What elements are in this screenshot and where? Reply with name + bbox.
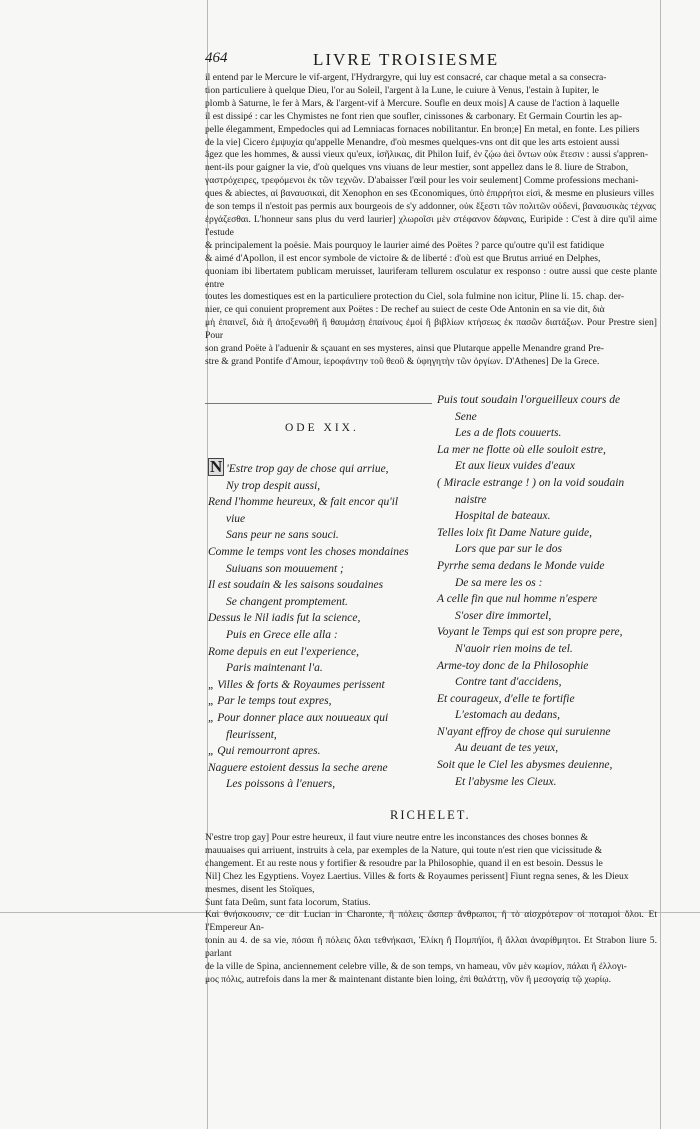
commentary-line: μὴ ἐπαινεῖ, διὰ ἢ ἀποξενωθῆ ἢ θαυμάσῃ ἐπαίνους ἐμοί ἢ βιβλίων κτήσεως ἐκ πασῶν διατάξων. Pour Prestre sien] Pour <box>205 317 657 342</box>
verse-text: Sene <box>455 410 477 423</box>
commentary-line: nier, ce qui conuient proprement aux Poëtes : De rechef au suiect de ceste Ode Antonin en sa vie dit, διὰ <box>205 304 605 316</box>
commentary-line: N'estre trop gay] Pour estre heureux, il faut viure neutre entre les inconstances des choses bonnes & <box>205 832 588 843</box>
commentary-line: & principalement la poësie. Mais pourquoy le laurier aimé des Poëtes ? parce qu'outre qu'il est fatidique <box>205 239 605 251</box>
commentary-line: âgez que les hommes, & aussi vieux qu'eux, ἰσῆλικας, dit Philon Iuif, ἐν ζῴω ἀεὶ ὄντων οὐκ ἔτεσιν : aussi s'appren- <box>205 149 649 161</box>
commentary-line: γαστρόχειρες, τρεφόμενοι ἐκ τῶν τεχνῶν. D'abaisser l'œil pour les voir seulement] Comme professions mechani- <box>205 175 639 187</box>
verse-text: Arme-toy donc de la Philosophie <box>437 659 589 672</box>
verse-text: Il est soudain & les saisons soudaines <box>208 579 384 592</box>
verse-line <box>437 740 662 757</box>
verse-line <box>437 475 662 492</box>
verse-text: Au deuant de tes yeux, <box>455 742 559 755</box>
commentary-line: de son temps il n'estoit pas permis aux bourgeois de s'y addonner, οὐκ ἔξεστι τῶν πολιτῶν οὐδενὶ, βαναυσικὰς τέχνας <box>205 201 656 213</box>
commentary-line: & aimé d'Apollon, il est encor symbole de victoire & de liberté : d'où est que Brutus arriué en Delphes, <box>205 252 601 264</box>
verse-text: Et l'abysme les Cieux. <box>455 775 557 788</box>
verse-text: „ Villes & forts & Royaumes perissent <box>208 678 385 691</box>
verse-line <box>208 743 433 760</box>
verse-text: Paris maintenant l'a. <box>226 662 323 675</box>
richelet-heading: RICHELET. <box>390 808 471 822</box>
verse-text: Dessus le Nil iadis fut la science, <box>208 612 361 625</box>
verse-text: Suiuans son mouuement ; <box>226 562 344 575</box>
verse-line <box>208 561 433 578</box>
verse-text: Telles loix fit Dame Nature guide, <box>437 526 593 539</box>
verse-line <box>437 641 662 658</box>
verse-text: ( Miracle estrange ! ) on la void soudain <box>437 476 625 489</box>
verse-text: N'ayant effroy de chose qui suruienne <box>437 725 611 738</box>
commentary-line: Καὶ θνήσκουσιν, ce dit Lucian in Charonte, ἢ πόλεις ὥσπερ ἄνθρωποι, ἢ τὸ αἰσχρότερον οἱ ποταμοὶ ὅλοι. Et l'Empereur An- <box>205 909 657 934</box>
commentary-line: nent-ils pour gaigner la vie, d'où quelques vns viuans de leur mestier, sont appellez dans le 8. liure de Strabon, <box>205 162 629 174</box>
verse-line <box>208 627 433 644</box>
commentary-line: tonin au 4. de sa vie, πόσαι ἢ πόλεις ὅλαι τεθνήκασι, Ἑλίκη ἢ Πομπήϊοι, ἢ ἄλλαι ἀναρίθμητοι. Et Strabon liure 5. parlant <box>205 935 657 960</box>
commentary-line: pelle élegamment, Empedocles qui ad Lemniacas fornaces nobilitantur. En bron;e] En metal, en fonte. Les piliers <box>205 123 640 135</box>
commentary-line: il entend par le Mercure le vif-argent, l'Hydrargyre, qui luy est consacré, car chaque metal a sa consecra- <box>205 72 607 83</box>
verse-text: N'auoir rien moins de tel. <box>455 642 573 655</box>
verse-line <box>208 478 433 495</box>
verse-line <box>437 442 662 459</box>
commentary-line: il est dissipé : car les Chymistes ne font rien que soufler, cinissones & carbonary. Et Germain Courtin les ap- <box>205 110 623 122</box>
verse-line <box>437 774 662 791</box>
verse-line <box>437 425 662 442</box>
verse-text: S'oser dire immortel, <box>455 609 552 622</box>
commentary-line: Sunt fata Deûm, sunt fata locorum, Statius. <box>205 896 371 908</box>
verse-line <box>437 525 662 542</box>
commentary-line: mauuaises qui arriuent, instruits à cela, par exemples de la Nature, qui toute n'est rien que vicissitude & <box>205 844 603 856</box>
verse-line <box>208 544 433 561</box>
verse-text: L'estomach au dedans, <box>455 709 560 722</box>
verse-line <box>437 674 662 691</box>
ode-right-column <box>437 392 662 790</box>
book-page <box>205 50 660 985</box>
commentary-bottom <box>205 832 657 987</box>
verse-line <box>208 693 433 710</box>
commentary-line: tion particuliere à quelque Dieu, l'or au Soleil, l'argent à la Lune, le cuiure à Venus, l'estain à Iupiter, le <box>205 84 599 96</box>
verse-line <box>437 392 662 409</box>
page-number: 464 <box>205 50 228 66</box>
verse-text: Rome depuis en eut l'experience, <box>208 645 359 658</box>
verse-text: naistre <box>455 493 487 506</box>
commentary-line: ἐργάζεσθαι. L'honneur sans plus du verd laurier] χλωροῖσι μὲν στέφανον δάφναις, Euripide : C'est à dire qu'il aime l'estude <box>205 213 657 238</box>
verse-line <box>208 594 433 611</box>
verse-text: Les poissons à l'enuers, <box>226 778 336 791</box>
commentary-line: Nil] Chez les Egyptiens. Voyez Laertius. Villes & forts & Royaumes perissent] Fiunt regna senes, & les Dieux <box>205 870 629 882</box>
verse-line <box>208 776 433 793</box>
verse-text: Puis tout soudain l'orgueilleux cours de <box>437 394 621 406</box>
verse-line <box>208 710 433 727</box>
verse-line <box>208 610 433 627</box>
verse-line <box>208 644 433 661</box>
verse-text: „ Pour donner place aux nouueaux qui <box>208 711 389 724</box>
verse-text: Puis en Grece elle alla : <box>226 628 338 641</box>
verse-text: Et courageux, d'elle te fortifie <box>437 692 575 705</box>
verse-line <box>437 558 662 575</box>
verse-line <box>437 757 662 774</box>
verse-line <box>437 707 662 724</box>
commentary-line: son grand Poëte à l'aduenir & sçauant en ses mysteres, ainsi que Plutarque appelle Menandre grand Pre- <box>205 343 604 355</box>
verse-text: Hospital de bateaux. <box>455 510 551 523</box>
verse-line <box>437 591 662 608</box>
verse-line <box>437 458 662 475</box>
commentary-line: de la ville de Spina, anciennement celebre ville, & de son temps, vn hameau, νῦν μὲν κωμίον, πάλαι ἢ ἐλλογι- <box>205 961 627 973</box>
verse-line <box>208 677 433 694</box>
verse-line <box>437 658 662 675</box>
verse-line <box>437 541 662 558</box>
verse-line <box>208 511 433 528</box>
verse-line <box>437 409 662 426</box>
verse-text: 'Estre trop gay de chose qui arriue, <box>226 463 389 475</box>
commentary-line: μος πόλις, autrefois dans la mer & maintenant distante bien loing, ἐπὶ θαλάττῃ, νῦν ἢ μεσογαίᾳ τῷ χωρίῳ. <box>205 973 611 985</box>
verse-line <box>208 458 433 478</box>
commentary-line: changement. Et au reste nous y fortifier & resoudre par la Philosophie, quand il en est besoin. Dessus le <box>205 857 603 869</box>
verse-text: Lors que par sur le dos <box>455 543 563 556</box>
verse-text: „ Qui remourront apres. <box>208 745 321 758</box>
verse-line <box>437 608 662 625</box>
commentary-line: toutes les domestiques est en la particuliere protection du Ciel, sola fulmine non icitur, Pline li. 15. chap. der- <box>205 291 625 303</box>
verse-text: fleurissent, <box>226 728 277 741</box>
verse-text: De sa mere les os : <box>455 576 543 589</box>
verse-text: Naguere estoient dessus la seche arene <box>208 761 388 774</box>
verse-text: Contre tant d'accidens, <box>455 676 562 689</box>
commentary-line: plomb à Saturne, le fer à Mars, & l'argent-vif à Mercure. Soufle en deux mois] A cause de l'action à laquelle <box>205 97 620 109</box>
commentary-line: mesmes, disent les Stoïques, <box>205 883 315 895</box>
ode-title: ODE XIX. <box>285 422 359 434</box>
commentary-line: quoniam ibi libertatem publicam meruisset, lauriferam tellurem osculatur ex responso : outre aussi que ceste plante entre <box>205 265 657 290</box>
commentary-line: de la vie] Cicero ἐμψυχία qu'appelle Menandre, d'où mesmes quelques-vns ont dit que les arts estoient aussi <box>205 136 620 148</box>
verse-line <box>437 492 662 509</box>
commentary-line: ques & abiectes, αἱ βαναυσικαὶ, dit Xenophon en ses Œconomiques, ὑπὸ ἐπιρρήτοι εἰσὶ, & mesme en plusieurs villes <box>205 188 654 200</box>
verse-text: viue <box>226 512 246 525</box>
verse-line <box>208 660 433 677</box>
verse-text: A celle fin que nul homme n'espere <box>437 593 598 606</box>
verse-text: Sans peur ne sans souci. <box>226 529 339 542</box>
verse-text: Voyant le Temps qui est son propre pere, <box>437 626 623 639</box>
verse-line <box>437 624 662 641</box>
verse-text: Rend l'homme heureux, & fait encor qu'il <box>208 496 399 509</box>
verse-text: Pyrrhe sema dedans le Monde vuide <box>437 559 605 572</box>
commentary-top <box>205 72 657 369</box>
verse-text: Comme le temps vont les choses mondaines <box>208 545 409 558</box>
verse-text: Les a de flots couuerts. <box>455 427 562 440</box>
verse-line <box>208 577 433 594</box>
ode-left-column <box>208 458 433 793</box>
verse-line <box>208 527 433 544</box>
verse-line <box>437 724 662 741</box>
verse-line <box>208 760 433 777</box>
verse-line <box>208 727 433 744</box>
running-head: LIVRE TROISIESME <box>313 50 500 69</box>
verse-line <box>437 575 662 592</box>
verse-text: Ny trop despit aussi, <box>226 479 321 492</box>
verse-line <box>437 508 662 525</box>
verse-line <box>208 494 433 511</box>
verse-text: La mer ne flotte où elle souloit estre, <box>437 443 606 456</box>
verse-text: Et aux lieux vuides d'eaux <box>455 460 575 473</box>
verse-line <box>437 691 662 708</box>
drop-cap: N <box>210 457 223 476</box>
verse-text: „ Par le temps tout expres, <box>208 695 332 708</box>
verse-text: Soit que le Ciel les abysmes deuienne, <box>437 759 613 772</box>
column-divider-rule <box>205 403 432 404</box>
commentary-line: stre & grand Pontife d'Amour, ἱεροφάντην τοῦ θεοῦ & ὑφηγητὴν τῶν ὀργίων. D'Athenes] De la Grece. <box>205 355 600 367</box>
verse-text: Se changent promptement. <box>226 595 348 608</box>
